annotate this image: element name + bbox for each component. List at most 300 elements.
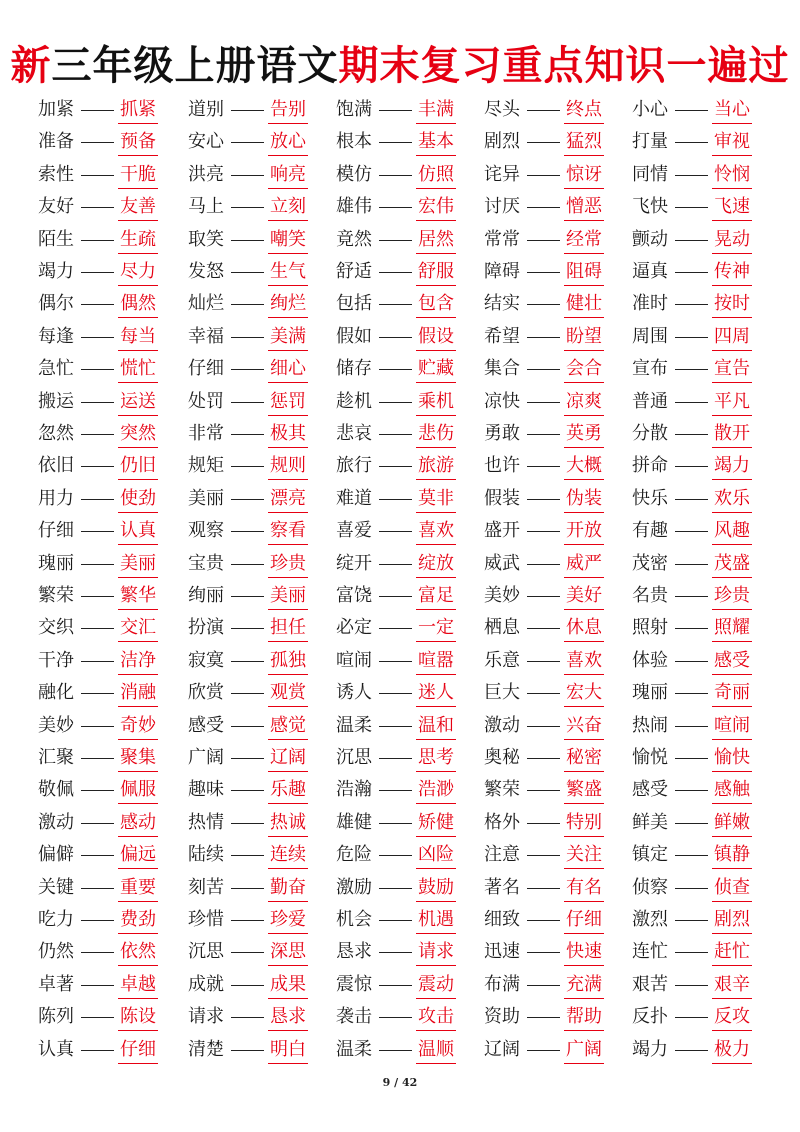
dash-connector	[527, 207, 560, 208]
synonym-pair	[632, 809, 782, 841]
synonym-word: 散开	[712, 422, 752, 448]
source-word: 巨大	[484, 682, 520, 704]
synonym-row	[0, 1036, 800, 1068]
synonym-pair	[484, 809, 634, 841]
synonym-pair	[38, 679, 188, 711]
source-word: 忽然	[38, 423, 74, 444]
synonym-pair	[188, 193, 338, 225]
synonym-word: 兴奋	[564, 714, 604, 740]
synonym-word: 怜悯	[712, 163, 752, 189]
dash-connector	[81, 369, 114, 370]
source-word: 热情	[188, 811, 224, 833]
synonym-word: 宏大	[564, 681, 604, 707]
synonym-pair	[188, 874, 338, 906]
synonym-pair	[336, 874, 486, 906]
source-word: 请求	[188, 1006, 224, 1028]
synonym-word: 尽力	[118, 260, 158, 286]
synonym-pair	[188, 776, 338, 808]
synonym-row	[0, 776, 800, 808]
synonym-word: 居然	[416, 228, 456, 254]
source-word: 盛开	[484, 520, 520, 542]
source-word: 希望	[484, 325, 520, 347]
synonym-pair	[632, 128, 782, 160]
synonym-pair	[484, 193, 634, 225]
source-word: 用力	[38, 487, 74, 509]
synonym-pair	[484, 323, 634, 355]
source-word: 照射	[632, 617, 668, 639]
synonym-word: 察看	[268, 519, 308, 545]
source-word: 绚丽	[188, 585, 224, 606]
synonym-pair	[38, 776, 188, 808]
source-word: 奥秘	[484, 747, 520, 768]
source-word: 道别	[188, 99, 224, 120]
synonym-pair	[38, 712, 188, 744]
source-word: 激动	[484, 714, 520, 736]
dash-connector	[675, 920, 708, 921]
synonym-word: 感受	[712, 649, 752, 675]
synonym-word: 规则	[268, 454, 308, 480]
dash-connector	[527, 1017, 560, 1018]
source-word: 准时	[632, 293, 668, 315]
synonym-pair	[188, 938, 338, 970]
synonym-word: 秘密	[564, 746, 604, 772]
source-word: 欣赏	[188, 682, 224, 704]
synonym-pair	[188, 161, 338, 193]
synonym-word: 欢乐	[712, 487, 752, 513]
source-word: 舒适	[336, 261, 372, 282]
synonym-word: 喜欢	[416, 519, 456, 545]
dash-connector	[675, 823, 708, 824]
dash-connector	[527, 758, 560, 759]
synonym-pair	[188, 647, 338, 679]
synonym-word: 按时	[712, 292, 752, 318]
dash-connector	[81, 434, 114, 435]
source-word: 每逢	[38, 325, 74, 347]
synonym-pair	[632, 1036, 782, 1068]
synonym-word: 极其	[268, 422, 308, 448]
dash-connector	[231, 823, 264, 824]
source-word: 连忙	[632, 941, 668, 963]
dash-connector	[527, 823, 560, 824]
source-word: 美妙	[484, 585, 520, 606]
synonym-word: 美丽	[118, 552, 158, 578]
dash-connector	[81, 142, 114, 143]
source-word: 珍惜	[188, 909, 224, 930]
dash-connector	[379, 240, 412, 241]
synonym-pair	[336, 420, 486, 452]
source-word: 名贵	[632, 585, 668, 606]
source-word: 尽头	[484, 99, 520, 120]
synonym-pair	[484, 388, 634, 420]
source-word: 威武	[484, 552, 520, 574]
source-word: 竭力	[38, 261, 74, 282]
source-word: 快乐	[632, 487, 668, 509]
synonym-word: 悲伤	[416, 422, 456, 448]
source-word: 旅行	[336, 455, 372, 477]
synonym-word: 繁华	[118, 584, 158, 610]
synonym-pair	[336, 517, 486, 549]
dash-connector	[675, 888, 708, 889]
dash-connector	[379, 369, 412, 370]
source-word: 注意	[484, 844, 520, 866]
synonym-row	[0, 355, 800, 387]
source-word: 凉快	[484, 390, 520, 412]
source-word: 飞快	[632, 196, 668, 218]
synonym-word: 重要	[118, 876, 158, 902]
source-word: 拼命	[632, 455, 668, 477]
synonym-word: 有名	[564, 876, 604, 902]
synonym-word: 美满	[268, 325, 308, 351]
source-word: 著名	[484, 876, 520, 898]
dash-connector	[231, 142, 264, 143]
source-word: 袭击	[336, 1006, 372, 1028]
synonym-pair	[484, 874, 634, 906]
synonym-word: 奇妙	[118, 714, 158, 740]
dash-connector	[675, 596, 708, 597]
synonym-word: 偏远	[118, 843, 158, 869]
dash-connector	[81, 272, 114, 273]
synonym-word: 陈设	[118, 1005, 158, 1031]
synonym-word: 珍贵	[712, 584, 752, 610]
synonym-pair	[38, 258, 188, 290]
synonym-row	[0, 679, 800, 711]
source-word: 沉思	[188, 941, 224, 963]
dash-connector	[81, 110, 114, 111]
synonym-word: 当心	[712, 98, 752, 124]
source-word: 繁荣	[38, 585, 74, 606]
dash-connector	[231, 596, 264, 597]
dash-connector	[527, 499, 560, 500]
dash-connector	[81, 855, 114, 856]
source-word: 乐意	[484, 649, 520, 671]
source-word: 侦察	[632, 876, 668, 898]
synonym-word: 喧嚣	[416, 649, 456, 675]
dash-connector	[231, 758, 264, 759]
source-word: 陆续	[188, 844, 224, 866]
synonym-row	[0, 582, 800, 614]
synonym-pair	[484, 452, 634, 484]
synonym-word: 广阔	[564, 1038, 604, 1064]
synonym-pair	[484, 614, 634, 646]
dash-connector	[231, 661, 264, 662]
synonym-pair	[188, 323, 338, 355]
synonym-row	[0, 841, 800, 873]
source-word: 趣味	[188, 779, 224, 801]
synonym-row	[0, 161, 800, 193]
dash-connector	[527, 790, 560, 791]
synonym-pair	[632, 938, 782, 970]
synonym-pair	[484, 485, 634, 517]
source-word: 搬运	[38, 390, 74, 412]
synonym-word: 奇丽	[712, 681, 752, 707]
dash-connector	[231, 985, 264, 986]
synonym-word: 聚集	[118, 746, 158, 772]
synonym-word: 传神	[712, 260, 752, 286]
source-word: 障碍	[484, 261, 520, 282]
synonym-pair	[632, 485, 782, 517]
dash-connector	[81, 920, 114, 921]
dash-connector	[527, 175, 560, 176]
source-word: 包括	[336, 293, 372, 315]
synonym-word: 基本	[416, 130, 456, 156]
dash-connector	[379, 920, 412, 921]
synonym-word: 依然	[118, 940, 158, 966]
synonym-word: 一定	[416, 616, 456, 642]
source-word: 小心	[632, 99, 668, 120]
synonym-pair	[632, 712, 782, 744]
synonym-row	[0, 647, 800, 679]
synonym-pair	[484, 161, 634, 193]
synonym-pair	[188, 550, 338, 582]
synonym-pair	[632, 841, 782, 873]
synonym-row	[0, 517, 800, 549]
synonym-pair	[632, 388, 782, 420]
synonym-pair	[484, 1003, 634, 1035]
synonym-word: 鼓励	[416, 876, 456, 902]
synonym-word: 仿照	[416, 163, 456, 189]
synonym-word: 成果	[268, 973, 308, 999]
synonym-pair	[484, 744, 634, 776]
synonym-row	[0, 128, 800, 160]
source-word: 马上	[188, 196, 224, 218]
synonym-pair	[632, 258, 782, 290]
synonym-word: 迷人	[416, 681, 456, 707]
synonym-row	[0, 1003, 800, 1035]
dash-connector	[675, 369, 708, 370]
dash-connector	[231, 1017, 264, 1018]
synonym-row	[0, 420, 800, 452]
source-word: 热闹	[632, 714, 668, 736]
synonym-pair	[632, 452, 782, 484]
synonym-word: 珍爱	[268, 908, 308, 934]
source-word: 宝贵	[188, 552, 224, 574]
dash-connector	[675, 272, 708, 273]
source-word: 瑰丽	[38, 552, 74, 574]
synonym-word: 放心	[268, 130, 308, 156]
source-word: 温柔	[336, 714, 372, 736]
synonym-row	[0, 452, 800, 484]
source-word: 趁机	[336, 390, 372, 412]
synonym-word: 干脆	[118, 163, 158, 189]
synonym-pair	[336, 226, 486, 258]
dash-connector	[527, 985, 560, 986]
synonym-word: 宣告	[712, 357, 752, 383]
source-word: 镇定	[632, 844, 668, 866]
synonym-pair	[484, 96, 634, 128]
synonym-pair	[336, 614, 486, 646]
synonym-pair	[632, 971, 782, 1003]
synonym-pair	[484, 679, 634, 711]
synonym-pair	[632, 874, 782, 906]
source-word: 幸福	[188, 325, 224, 347]
synonym-pair	[336, 712, 486, 744]
dash-connector	[379, 175, 412, 176]
synonym-pair	[632, 906, 782, 938]
dash-connector	[527, 466, 560, 467]
synonym-pair	[336, 193, 486, 225]
synonym-word: 开放	[564, 519, 604, 545]
synonym-row	[0, 874, 800, 906]
synonym-pair	[38, 938, 188, 970]
synonym-word: 感觉	[268, 714, 308, 740]
synonym-word: 反攻	[712, 1005, 752, 1031]
synonym-pair	[484, 258, 634, 290]
synonym-word: 盼望	[564, 325, 604, 351]
synonym-row	[0, 550, 800, 582]
dash-connector	[527, 434, 560, 435]
synonym-word: 极力	[712, 1038, 752, 1064]
source-word: 震惊	[336, 973, 372, 995]
synonym-pair	[336, 971, 486, 1003]
synonym-pair	[484, 841, 634, 873]
source-word: 刻苦	[188, 876, 224, 898]
source-word: 广阔	[188, 747, 224, 768]
synonym-row	[0, 388, 800, 420]
dash-connector	[675, 434, 708, 435]
source-word: 饱满	[336, 99, 372, 120]
dash-connector	[527, 920, 560, 921]
synonym-word: 细心	[268, 357, 308, 383]
dash-connector	[527, 952, 560, 953]
synonym-word: 告别	[268, 98, 308, 124]
dash-connector	[527, 402, 560, 403]
synonym-pair	[188, 1036, 338, 1068]
dash-connector	[81, 758, 114, 759]
synonym-word: 赶忙	[712, 940, 752, 966]
dash-connector	[675, 628, 708, 629]
dash-connector	[231, 531, 264, 532]
synonym-word: 关注	[564, 843, 604, 869]
source-word: 雄伟	[336, 196, 372, 218]
synonym-word: 英勇	[564, 422, 604, 448]
source-word: 陌生	[38, 228, 74, 250]
dash-connector	[527, 693, 560, 694]
dash-connector	[231, 240, 264, 241]
synonym-pair	[188, 485, 338, 517]
synonym-word: 生疏	[118, 228, 158, 254]
synonym-pair	[38, 550, 188, 582]
source-word: 常常	[484, 228, 520, 250]
synonym-word: 旅游	[416, 454, 456, 480]
dash-connector	[527, 240, 560, 241]
synonym-row	[0, 971, 800, 1003]
synonym-pair	[38, 161, 188, 193]
dash-connector	[675, 207, 708, 208]
synonym-pair	[484, 712, 634, 744]
dash-connector	[675, 531, 708, 532]
synonym-pair	[38, 290, 188, 322]
synonym-word: 绚烂	[268, 292, 308, 318]
dash-connector	[675, 240, 708, 241]
source-word: 规矩	[188, 455, 224, 477]
synonym-pair	[484, 906, 634, 938]
synonym-word: 费劲	[118, 908, 158, 934]
synonym-pair	[336, 550, 486, 582]
synonym-pair	[632, 96, 782, 128]
dash-connector	[81, 1050, 114, 1051]
dash-connector	[379, 888, 412, 889]
synonym-pair	[632, 776, 782, 808]
source-word: 同情	[632, 163, 668, 185]
synonym-word: 运送	[118, 390, 158, 416]
source-word: 迅速	[484, 941, 520, 963]
dash-connector	[379, 823, 412, 824]
synonym-pair	[188, 809, 338, 841]
dash-connector	[527, 337, 560, 338]
dash-connector	[231, 207, 264, 208]
synonym-pair	[484, 776, 634, 808]
source-word: 剧烈	[484, 131, 520, 153]
synonym-pair	[38, 647, 188, 679]
dash-connector	[379, 855, 412, 856]
dash-connector	[81, 823, 114, 824]
synonym-word: 突然	[118, 422, 158, 448]
dash-connector	[379, 499, 412, 500]
source-word: 洪亮	[188, 163, 224, 185]
synonym-pair	[38, 452, 188, 484]
synonym-word: 攻击	[416, 1005, 456, 1031]
source-word: 逼真	[632, 261, 668, 282]
source-word: 准备	[38, 131, 74, 153]
dash-connector	[231, 628, 264, 629]
synonym-word: 仔细	[564, 908, 604, 934]
dash-connector	[379, 434, 412, 435]
dash-connector	[81, 402, 114, 403]
synonym-word: 感触	[712, 778, 752, 804]
dash-connector	[675, 1050, 708, 1051]
synonym-pair	[38, 323, 188, 355]
synonym-word: 憎恶	[564, 195, 604, 221]
source-word: 敬佩	[38, 779, 74, 801]
source-word: 汇聚	[38, 747, 74, 768]
synonym-pair	[484, 226, 634, 258]
dash-connector	[231, 402, 264, 403]
dash-connector	[675, 402, 708, 403]
synonym-pair	[188, 679, 338, 711]
synonym-word: 阻碍	[564, 260, 604, 286]
dash-connector	[81, 952, 114, 953]
source-word: 栖息	[484, 617, 520, 639]
source-word: 温柔	[336, 1038, 372, 1060]
synonym-pair	[38, 128, 188, 160]
source-word: 认真	[38, 1038, 74, 1060]
dash-connector	[675, 304, 708, 305]
dash-connector	[231, 564, 264, 565]
dash-connector	[231, 1050, 264, 1051]
synonym-word: 竭力	[712, 454, 752, 480]
dash-connector	[675, 1017, 708, 1018]
dash-connector	[379, 531, 412, 532]
dash-connector	[81, 240, 114, 241]
synonym-pair	[188, 388, 338, 420]
synonym-word: 繁盛	[564, 778, 604, 804]
synonym-row	[0, 744, 800, 776]
source-word: 观察	[188, 520, 224, 542]
dash-connector	[675, 499, 708, 500]
synonym-pair	[484, 517, 634, 549]
title-part-2: 三年级上册语文	[51, 42, 339, 89]
synonym-word: 茂盛	[712, 552, 752, 578]
synonym-pair	[336, 809, 486, 841]
dash-connector	[81, 888, 114, 889]
dash-connector	[81, 499, 114, 500]
synonym-pair	[336, 355, 486, 387]
synonym-pair	[38, 809, 188, 841]
dash-connector	[379, 661, 412, 662]
source-word: 普通	[632, 390, 668, 412]
dash-connector	[675, 758, 708, 759]
synonym-pair	[632, 614, 782, 646]
